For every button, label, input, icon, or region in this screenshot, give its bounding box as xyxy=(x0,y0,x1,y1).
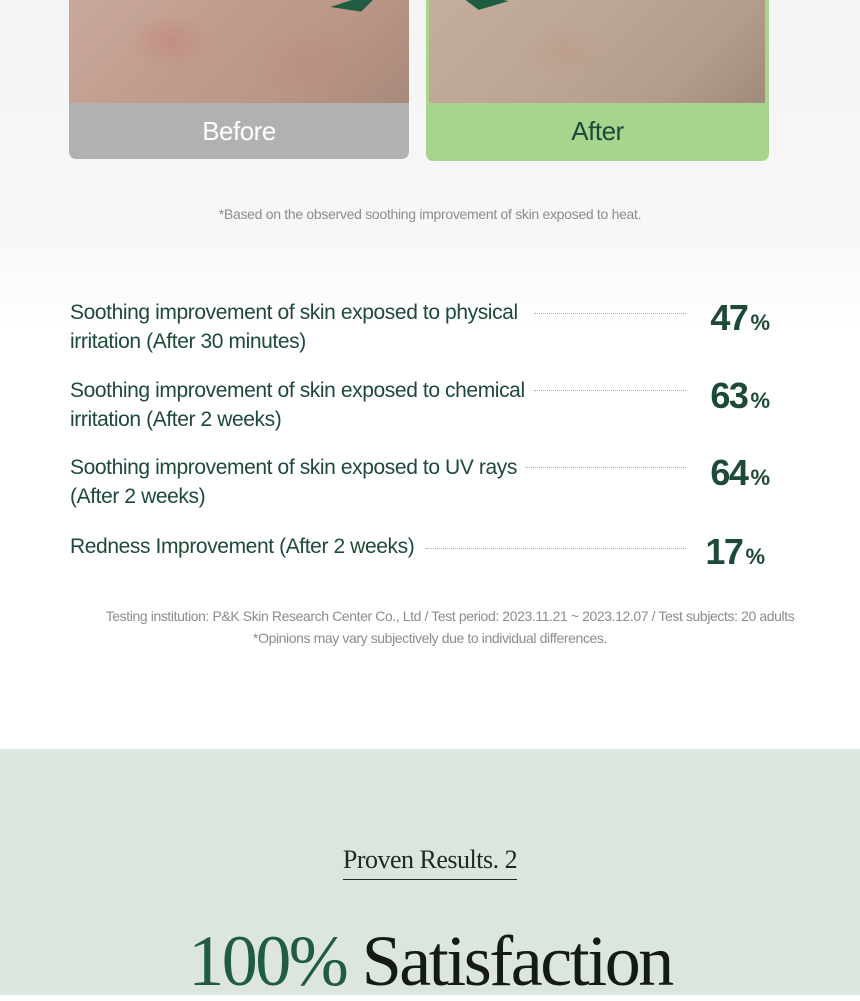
stat-label-line: Soothing improvement of skin exposed to physical xyxy=(70,301,518,324)
test-info-line: Testing institution: P&K Skin Research Center Co., Ltd / Test period: 2023.11.21 ~ 2023.12.07 / Test subjects: 20 adults xyxy=(105,608,795,624)
disclaimer-line: *Opinions may vary subjectively due to individual differences. xyxy=(253,630,607,646)
proven-results-section xyxy=(0,749,860,1001)
after-label: After xyxy=(571,115,624,146)
stat-number: 47 xyxy=(710,297,748,338)
stat-number: 17 xyxy=(705,531,743,572)
heat-footnote: *Based on the observed soothing improvement of skin exposed to heat. xyxy=(218,206,642,222)
stat-label xyxy=(70,532,414,561)
dotted-leader xyxy=(534,313,686,314)
stat-number: 63 xyxy=(710,375,748,416)
proven-heading xyxy=(0,845,860,880)
stat-value xyxy=(710,453,770,498)
dotted-leader xyxy=(534,390,686,391)
stat-value xyxy=(710,298,770,343)
test-info xyxy=(0,605,860,649)
stat-row xyxy=(70,376,770,434)
stat-value xyxy=(705,532,765,577)
stat-label-line: Soothing improvement of skin exposed to chemical xyxy=(70,379,525,402)
percent-sign: % xyxy=(750,388,770,413)
dotted-leader xyxy=(426,548,686,549)
before-photo-card xyxy=(69,0,409,159)
stat-label-line: Redness Improvement (After 2 weeks) xyxy=(70,535,415,558)
dotted-leader xyxy=(525,467,686,468)
after-skin-photo xyxy=(429,0,765,103)
before-label: Before xyxy=(202,115,276,146)
stat-row xyxy=(70,532,770,572)
stat-label xyxy=(70,376,525,434)
satisfaction-title xyxy=(0,921,860,1001)
stat-label xyxy=(70,453,517,511)
stat-label-line: irritation (After 30 minutes) xyxy=(70,330,306,353)
stat-number: 64 xyxy=(710,452,748,493)
satisfaction-number: 100% xyxy=(188,921,347,1001)
stat-label-line: (After 2 weeks) xyxy=(70,485,206,508)
percent-sign: % xyxy=(750,465,770,490)
proven-heading-text: Proven Results. 2 xyxy=(343,845,517,880)
after-photo-card xyxy=(426,0,769,161)
percent-sign: % xyxy=(745,544,765,569)
stat-label xyxy=(70,298,518,356)
satisfaction-word: Satisfaction xyxy=(361,921,672,1001)
before-skin-photo xyxy=(69,0,409,103)
stat-value xyxy=(710,376,770,421)
stat-label-line: irritation (After 2 weeks) xyxy=(70,408,282,431)
stat-label-line: Soothing improvement of skin exposed to UV rays xyxy=(70,456,517,479)
stat-row xyxy=(70,298,770,356)
percent-sign: % xyxy=(750,310,770,335)
stat-row xyxy=(70,453,770,511)
